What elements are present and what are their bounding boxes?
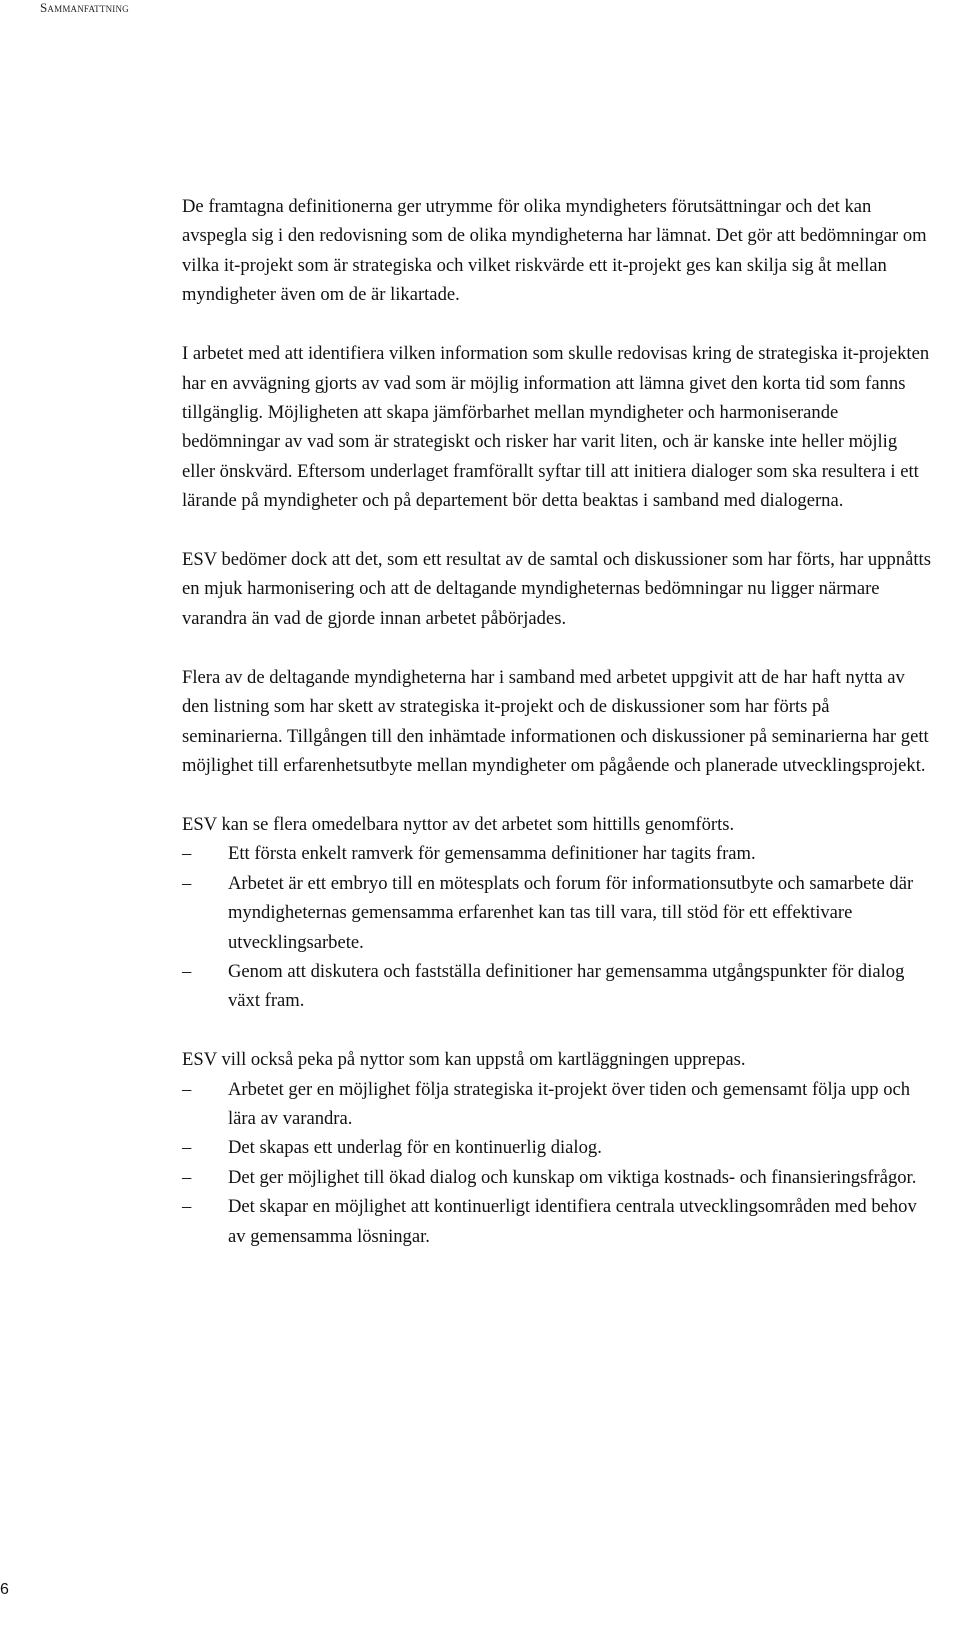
dash-bullet-icon: – — [182, 1166, 192, 1188]
running-header: Sammanfattning — [40, 0, 129, 15]
list-item-text: Det ger möjlighet till ökad dialog och kunskap om viktiga kostnads- och finansieringsfrågor. — [228, 1166, 917, 1188]
list-intro-repeat-benefits: ESV vill också peka på nyttor som kan uppstå om kartläggningen upprepas. — [182, 1049, 746, 1071]
list-item-text: Genom att diskutera och fastställa definitioner har gemensamma utgångspunkter för dialog växt fram. — [228, 960, 905, 1012]
list-item-text: Ett första enkelt ramverk för gemensamma definitioner har tagits fram. — [228, 843, 756, 865]
body-paragraph-2: I arbetet med att identifiera vilken information som skulle redovisas kring de strategiska it-projekten har en avvägning gjorts av vad som är möjlig information att lämna givet den korta tid som fanns tillgänglig. Möjligheten att skapa jämförbarhet mellan myndigheter och harmoniserande bedömningar av vad som är strategiskt och risker har varit liten, och är kanske inte heller möjlig eller önskvärd. Eftersom underlaget framförallt syftar till att initiera dialoger som ska resultera i ett lärande på myndigheter och på departement bör detta beaktas i samband med dialogerna. — [182, 343, 930, 512]
list-item — [182, 839, 932, 868]
page-number: 6 — [0, 1581, 9, 1598]
dash-bullet-icon: – — [182, 843, 192, 865]
list-item-text: Det skapas ett underlag för en kontinuerlig dialog. — [228, 1137, 602, 1159]
list-item — [182, 1163, 932, 1192]
repeat-benefits-list — [182, 1075, 932, 1251]
list-item-text: Arbetet ger en möjlighet följa strategiska it-projekt över tiden och gemensamt följa upp och lära av varandra. — [228, 1078, 911, 1130]
body-paragraph-1: De framtagna definitionerna ger utrymme för olika myndigheters förutsättningar och det kan avspegla sig i den redovisning som de olika myndigheterna har lämnat. Det gör att bedömningar om vilka it-projekt som är strategiska och vilket riskvärde ett it-projekt ges kan skilja sig åt mellan myndigheter även om de är likartade. — [182, 196, 927, 306]
document-body — [182, 192, 932, 1281]
list-item — [182, 1075, 932, 1134]
immediate-benefits-list — [182, 839, 932, 1015]
list-intro-immediate-benefits: ESV kan se flera omedelbara nyttor av det arbetet som hittills genomförts. — [182, 813, 735, 835]
list-item-text: Arbetet är ett embryo till en mötesplats och forum för informationsutbyte och samarbete där myndigheternas gemensamma erfarenhet kan tas till vara, till stöd för ett effektivare utvecklingsarbete. — [228, 872, 914, 953]
body-paragraph-4: Flera av de deltagande myndigheterna har i samband med arbetet uppgivit att de har haft nytta av den listning som har skett av strategiska it-projekt och de diskussioner som har förts på seminarierna. Tillgången till den inhämtade informationen och diskussioner på seminarierna har gett möjlighet till erfarenhetsutbyte mellan myndigheter om pågående och planerade utvecklingsprojekt. — [182, 666, 929, 776]
body-paragraph-3: ESV bedömer dock att det, som ett resultat av de samtal och diskussioner som har förts, har uppnåtts en mjuk harmonisering och att de deltagande myndigheternas bedömningar nu ligger närmare varandra än vad de gjorde innan arbetet påbörjades. — [182, 549, 931, 629]
list-item — [182, 1192, 932, 1251]
dash-bullet-icon: – — [182, 1196, 192, 1218]
dash-bullet-icon: – — [182, 960, 192, 982]
list-item — [182, 869, 932, 957]
dash-bullet-icon: – — [182, 1078, 192, 1100]
list-item — [182, 1133, 932, 1162]
dash-bullet-icon: – — [182, 872, 192, 894]
list-item-text: Det skapar en möjlighet att kontinuerligt identifiera centrala utvecklingsområden med behov av gemensamma lösningar. — [228, 1196, 917, 1247]
list-item — [182, 957, 932, 1016]
dash-bullet-icon: – — [182, 1137, 192, 1159]
